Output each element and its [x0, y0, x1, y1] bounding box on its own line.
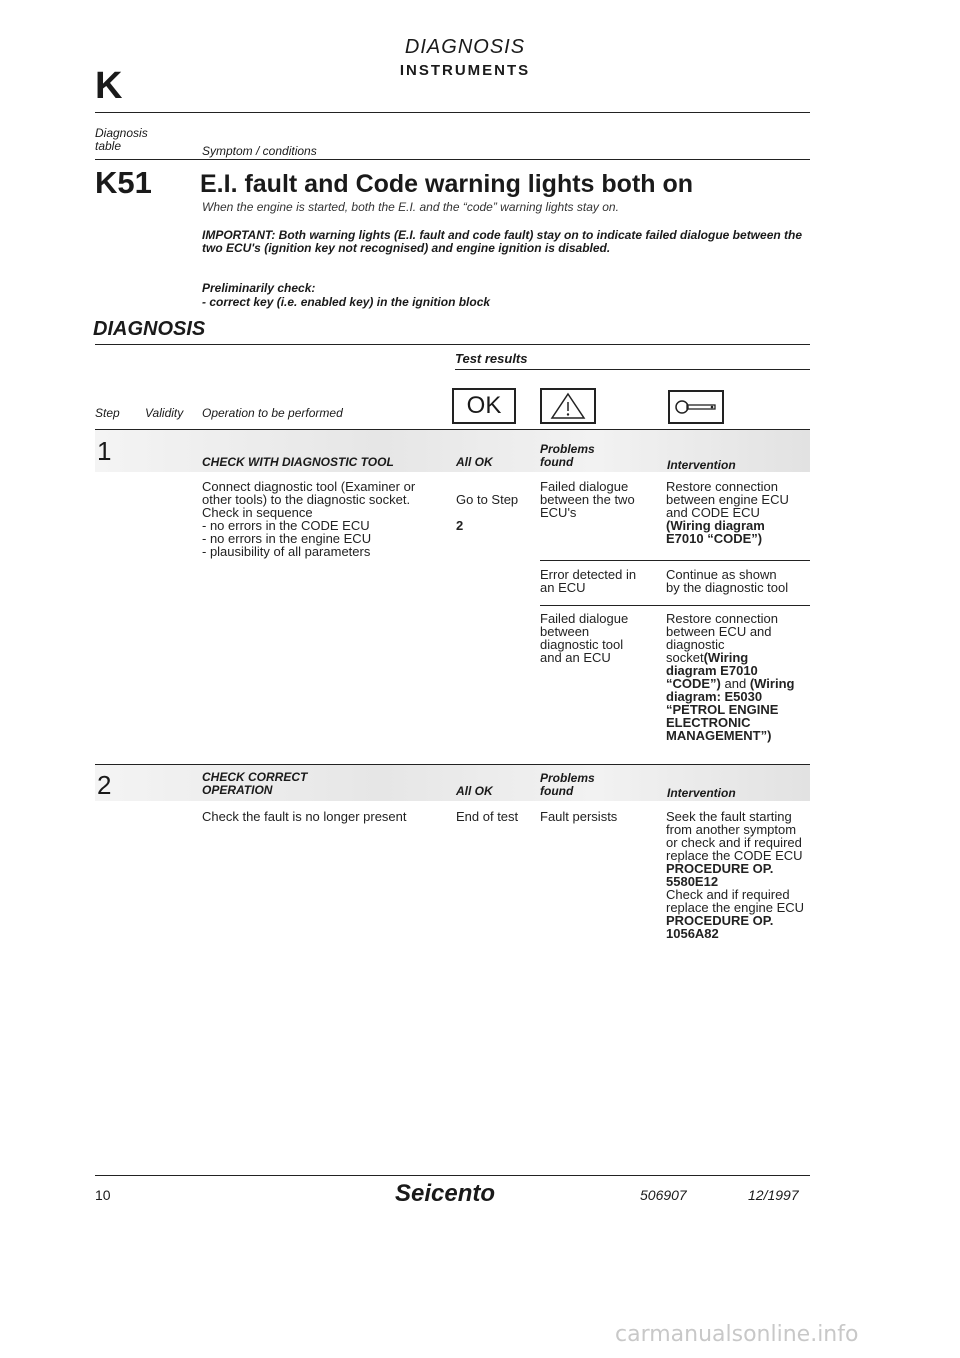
- step1-problem1-intervention-text: Restore connection between engine ECU and CODE ECU: [666, 479, 789, 520]
- diagnosis-label-line1: Diagnosis: [95, 126, 148, 140]
- watermark: carmanualsonline.info: [615, 1322, 859, 1347]
- diagnosis-table-label: [95, 127, 148, 153]
- step1-problem3-intervention-pre: Restore connection between ECU and diagnostic socket: [666, 611, 779, 665]
- step1-all-ok-text: Go to Step: [456, 492, 519, 507]
- step2-problem-found: Fault persists: [540, 809, 618, 824]
- page-header-title: DIAGNOSIS: [404, 36, 526, 58]
- step1-all-ok-label: All OK: [456, 455, 493, 469]
- step1-operation: Connect diagnostic tool (Examiner or other tools) to the diagnostic socket. Check in sequence - no errors in the CODE ECU - no errors in the engine ECU - plausibility of all parameters: [202, 479, 416, 559]
- step1-problem3-found: Failed dialogue between diagnostic tool and an ECU: [540, 611, 629, 665]
- step1-problem2-found: Error detected in an ECU: [540, 567, 637, 595]
- footer-rule: [95, 1175, 810, 1176]
- step1-problem1-wiring-ref: (Wiring diagram E7010 “CODE”): [666, 518, 765, 546]
- diagnosis-heading: DIAGNOSIS: [93, 318, 206, 340]
- diagnosis-rule: [95, 344, 810, 345]
- step1-problems-label: Problems found: [540, 442, 595, 469]
- test-results-label: Test results: [455, 351, 528, 366]
- section-letter: K: [95, 65, 123, 107]
- page-header-subtitle: INSTRUMENTS: [399, 62, 531, 79]
- column-validity: Validity: [145, 406, 184, 420]
- wrench-icon: [670, 392, 722, 422]
- brand-logo: Seicento: [395, 1180, 496, 1207]
- step2-intervention-label: Intervention: [667, 786, 736, 800]
- header-rule: [95, 112, 810, 113]
- ok-result-icon: OK: [452, 388, 516, 424]
- step1-all-ok: [456, 480, 518, 545]
- step1-all-ok-step: 2: [456, 518, 464, 533]
- document-reference: 506907: [640, 1187, 687, 1203]
- step2-intervention-b: Check and if required replace the engine ECU: [666, 887, 805, 915]
- step1-header: CHECK WITH DIAGNOSTIC TOOL: [202, 455, 394, 469]
- warning-triangle-icon: [542, 390, 594, 422]
- preliminary-check-label: Preliminarily check:: [202, 281, 316, 295]
- step1-problem3-intervention: [666, 612, 816, 742]
- diagnosis-label-line2: table: [95, 139, 122, 153]
- step2-intervention: [666, 810, 821, 940]
- step1-problem2-intervention: Continue as shown by the diagnostic tool: [666, 567, 789, 595]
- step2-all-ok-text: End of test: [456, 809, 519, 824]
- column-step: Step: [95, 406, 120, 420]
- preliminary-check: [202, 281, 490, 309]
- step1-problem3-wiring-ref-2: (Wiring diagram: E5030 “PETROL ENGINE ELECTRONIC MANAGEMENT”): [666, 676, 795, 743]
- step2-procedure-2: PROCEDURE OP. 1056A82: [666, 913, 774, 941]
- intervention-tool-icon: [668, 390, 724, 424]
- step1-problem-divider-1: [540, 560, 810, 561]
- step2-procedure-1: PROCEDURE OP. 5580E12: [666, 861, 774, 889]
- preliminary-check-item: - correct key (i.e. enabled key) in the ignition block: [202, 295, 491, 309]
- symptom-rule: [95, 159, 810, 160]
- step1-problem1-intervention: [666, 480, 816, 545]
- step2-header: CHECK CORRECT OPERATION: [202, 770, 308, 797]
- document-date: 12/1997: [748, 1187, 799, 1203]
- step1-intervention-label: Intervention: [667, 458, 736, 472]
- step2-operation: Check the fault is no longer present: [202, 809, 407, 824]
- step2-all-ok-label: All OK: [456, 784, 493, 798]
- step1-problem-divider-2: [540, 605, 810, 606]
- important-note: IMPORTANT: Both warning lights (E.I. fault and code fault) stay on to indicate failed dialogue between the two ECU's (ignition key not recognised) and engine ignition is disabled.: [202, 228, 803, 255]
- fault-code: K51: [95, 165, 152, 200]
- warning-result-icon: [540, 388, 596, 424]
- symptom-label: Symptom / conditions: [202, 144, 317, 158]
- page-number: 10: [95, 1187, 111, 1203]
- column-operation: Operation to be performed: [202, 406, 343, 420]
- step2-intervention-a: Seek the fault starting from another symptom or check and if required replace the CODE ECU: [666, 809, 803, 863]
- step1-problem3-wiring-ref-1: (Wiring diagram E7010 “CODE”): [666, 650, 758, 691]
- fault-title: E.I. fault and Code warning lights both on: [200, 170, 694, 198]
- step2-problems-label: Problems found: [540, 771, 595, 798]
- step2-number: 2: [97, 770, 112, 800]
- step1-number: 1: [97, 436, 112, 466]
- test-results-rule: [455, 369, 810, 370]
- fault-subtitle: When the engine is started, both the E.I. and the “code” warning lights stay on.: [202, 200, 619, 214]
- step1-problem1-found: Failed dialogue between the two ECU's: [540, 479, 635, 520]
- step1-problem3-intervention-mid: and: [720, 676, 750, 691]
